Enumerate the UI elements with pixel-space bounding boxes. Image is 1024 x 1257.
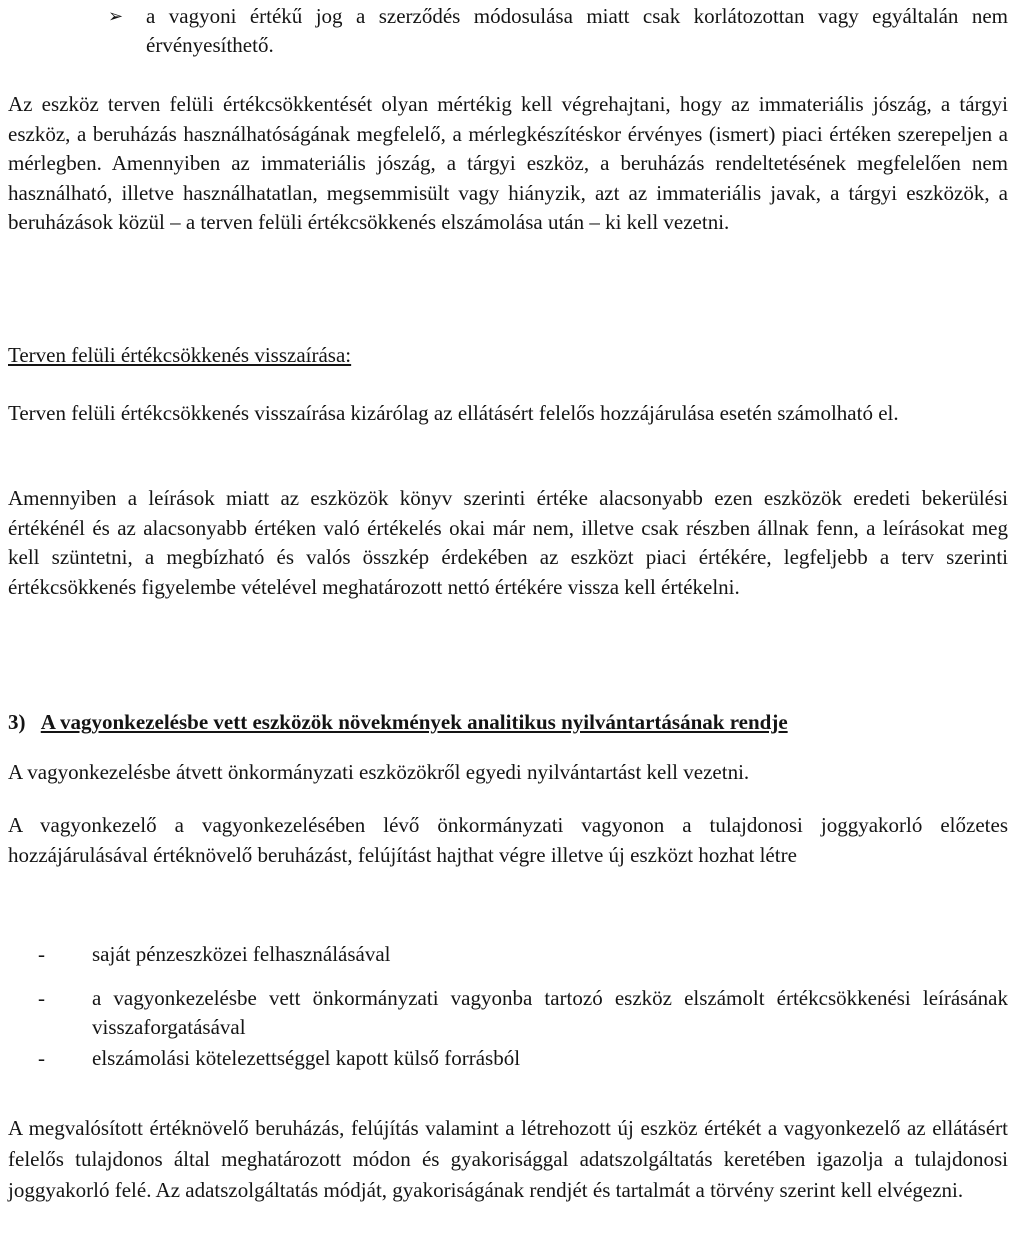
paragraph-reversal-condition: Terven felüli értékcsökkenés visszaírása kizárólag az ellátásért felelős hozzájárulása esetén számolható el. (8, 401, 899, 425)
dash-list-item (38, 940, 1008, 970)
dash-marker: - (38, 942, 45, 966)
paragraph-reporting: A megvalósított értéknövelő beruházás, felújítás valamint a létrehozott új eszköz értékét a vagyonkezelő az ellátásért felelős tulajdonos által meghatározott módon és gyakorisággal adatszolgáltatás keretében igazolja a tulajdonosi joggyakorló felé. Az adatszolgáltatás módját, gyakoriságának rendjét és tartalmát a törvény szerint kell elvégezni. (8, 1116, 1008, 1202)
arrow-bullet-icon: ➢ (108, 6, 124, 27)
paragraph-write-down: Az eszköz terven felüli értékcsökkentését olyan mértékig kell végrehajtani, hogy az immateriális jószág, a tárgyi eszköz, a beruházás használhatóságának megfelelő, a mérlegkészítéskor érvényes (ismert) piaci értéken szerepeljen a mérlegben. Amennyiben az immateriális jószág, a tárgyi eszköz, a beruházás rendeltetésének megfelelően nem használható, illetve használhatatlan, megsemmisült vagy hiányzik, azt az immateriális javak, a tárgyi eszközök, a beruházások közül – a terven felüli értékcsökkenés elszámolása után – ki kell vezetni. (8, 92, 1008, 234)
paragraph-register: A vagyonkezelésbe átvett önkormányzati eszközökről egyedi nyilvántartást kell vezetni. (8, 760, 750, 784)
section-3-heading (8, 708, 1018, 737)
paragraph-reversal-rules: Amennyiben a leírások miatt az eszközök könyv szerinti értéke alacsonyabb ezen eszközök eredeti bekerülési értékénél és az alacsonyabb értéken való értékelés okai már nem, illetve csak részben állnak fenn, a leírásokat meg kell szüntetni, a megbízható és valós összkép érdekében az eszközt piaci értékére, legfeljebb a terv szerinti értékcsökkenés figyelembe vételével meghatározott nettó értékére vissza kell értékelni. (8, 486, 1008, 599)
section-3-number: 3) (8, 710, 26, 734)
dash-item-text: saját pénzeszközei felhasználásával (92, 942, 391, 966)
dash-marker: - (38, 986, 45, 1010)
section-3-title: A vagyonkezelésbe vett eszközök növekmények analitikus nyilvántartásának rendje (40, 710, 788, 734)
heading-reversal: Terven felüli értékcsökkenés visszaírása: (8, 343, 352, 367)
dash-list-item (38, 984, 1008, 1044)
dash-list-item (38, 1044, 1008, 1074)
intro-bullet-text: a vagyoni értékű jog a szerződés módosulása miatt csak korlátozottan vagy egyáltalán nem érvényesíthető. (146, 4, 1008, 57)
dash-item-text: elszámolási kötelezettséggel kapott külső forrásból (92, 1046, 521, 1070)
dash-marker: - (38, 1046, 45, 1070)
dash-item-text: a vagyonkezelésbe vett önkormányzati vagyonba tartozó eszköz elszámolt értékcsökkenési leírásának visszaforgatásával (92, 986, 1008, 1039)
paragraph-investment: A vagyonkezelő a vagyonkezelésében lévő önkormányzati vagyonon a tulajdonosi joggyakorló előzetes hozzájárulásával értéknövelő beruházást, felújítást hajthat végre illetve új eszközt hozhat létre (8, 813, 1008, 867)
